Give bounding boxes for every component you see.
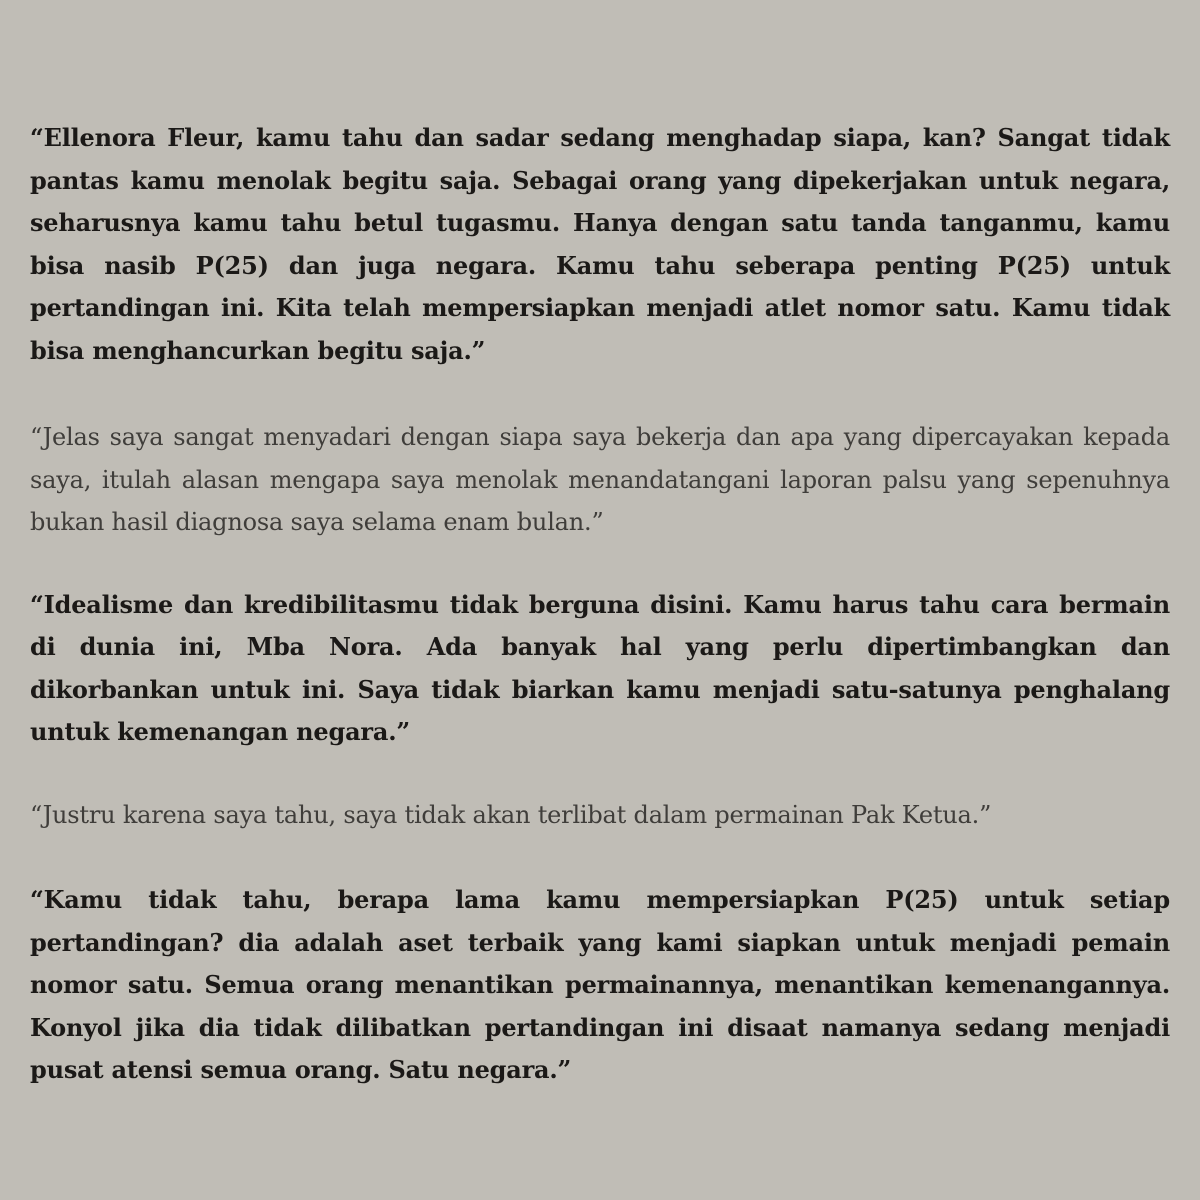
dialogue-paragraph-nora-2: “Justru karena saya tahu, saya tidak akan terlibat dalam permainan Pak Ketua.”	[30, 800, 992, 829]
dialogue-paragraph-official-2: “Idealisme dan kredibilitasmu tidak berguna disini. Kamu harus tahu cara bermain di dunia ini, Mba Nora. Ada banyak hal yang perlu dipertimbangkan dan dikorbankan untuk ini. Saya tidak biarkan kamu menjadi satu-satunya penghalang untuk kemenangan negara.”	[30, 589, 1170, 746]
dialogue-paragraph-official-1: “Ellenora Fleur, kamu tahu dan sadar sedang menghadap siapa, kan? Sangat tidak pantas kamu menolak begitu saja. Sebagai orang yang dipekerjakan untuk negara, seharusnya kamu tahu betul tugasmu. Hanya dengan satu tanda tanganmu, kamu bisa nasib P(25) dan juga negara. Kamu tahu seberapa penting P(25) untuk pertandingan ini. Kita telah mempersiapkan menjadi atlet nomor satu. Kamu tidak bisa menghancurkan begitu saja.”	[30, 123, 1170, 365]
dialogue-paragraph-official-3: “Kamu tidak tahu, berapa lama kamu mempersiapkan P(25) untuk setiap pertandingan? dia adalah aset terbaik yang kami siapkan untuk menjadi pemain nomor satu. Semua orang menantikan permainannya, menantikan kemenangannya. Konyol jika dia tidak dilibatkan pertandingan ini disaat namanya sedang menjadi pusat atensi semua orang. Satu negara.”	[30, 885, 1170, 1084]
dialogue-paragraph-nora-1: “Jelas saya sangat menyadari dengan siapa saya bekerja dan apa yang dipercayakan kepada saya, itulah alasan mengapa saya menolak menandatangani laporan palsu yang sepenuhnya bukan hasil diagnosa saya selama enam bulan.”	[30, 423, 1170, 536]
